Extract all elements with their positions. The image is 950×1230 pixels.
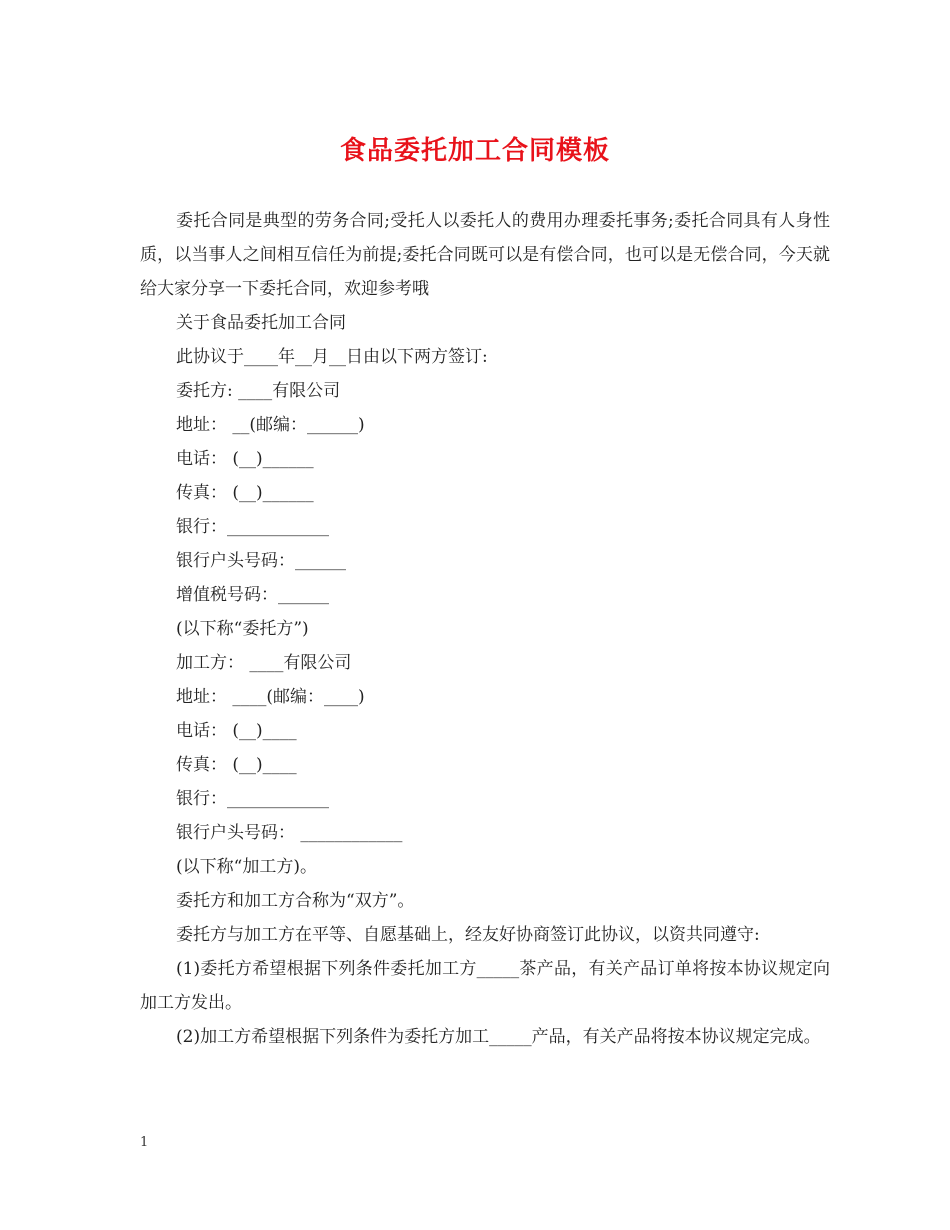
processor-address-line: 地址： ____(邮编：____) — [176, 687, 365, 707]
processor-bank-account-line: 银行户头号码： ____________ — [176, 823, 403, 843]
clause-1: (1)委托方希望根据下列条件委托加工方_____茶产品，有关产品订单将按本协议规定向加工方发出。 — [140, 959, 830, 1013]
agreement-basis-line: 委托方与加工方在平等、自愿基础上，经友好协商签订此协议，以资共同遵守: — [176, 925, 760, 945]
processor-phone-line: 电话： (__)____ — [176, 721, 297, 741]
client-address-line: 地址： __(邮编：______) — [176, 415, 365, 435]
page-number: 1 — [140, 1135, 149, 1150]
client-company-line: 委托方: ____有限公司 — [176, 381, 341, 401]
client-bank-account-line: 银行户头号码：______ — [176, 551, 346, 571]
agreement-date-line: 此协议于____年__月__日由以下两方签订: — [176, 347, 488, 367]
document-title: 食品委托加工合同模板 — [339, 136, 610, 166]
client-phone-line: 电话： (__)______ — [176, 449, 314, 469]
processor-company-line: 加工方： ____有限公司 — [176, 653, 352, 673]
intro-paragraph: 委托合同是典型的劳务合同;受托人以委托人的费用办理委托事务;委托合同具有人身性质，以当事人之间相互信任为前提;委托合同既可以是有偿合同，也可以是无偿合同，今天就给大家分享一下委托合同，欢迎参考哦 — [140, 211, 830, 299]
client-fax-line: 传真： (__)______ — [176, 483, 314, 503]
processor-fax-line: 传真： (__)____ — [176, 755, 297, 775]
parties-definition-line: 委托方和加工方合称为“双方”。 — [176, 891, 415, 911]
clause-2: (2)加工方希望根据下列条件为委托方加工_____产品，有关产品将按本协议规定完成。 — [176, 1027, 821, 1047]
document-body — [140, 204, 830, 1054]
contract-heading: 关于食品委托加工合同 — [176, 313, 346, 333]
client-vat-line: 增值税号码：______ — [176, 585, 329, 605]
processor-bank-line: 银行：____________ — [176, 789, 329, 809]
processor-alias-line: (以下称“加工方)。 — [176, 857, 317, 877]
client-bank-line: 银行：____________ — [176, 517, 329, 537]
client-alias-line: (以下称“委托方”) — [176, 619, 309, 639]
